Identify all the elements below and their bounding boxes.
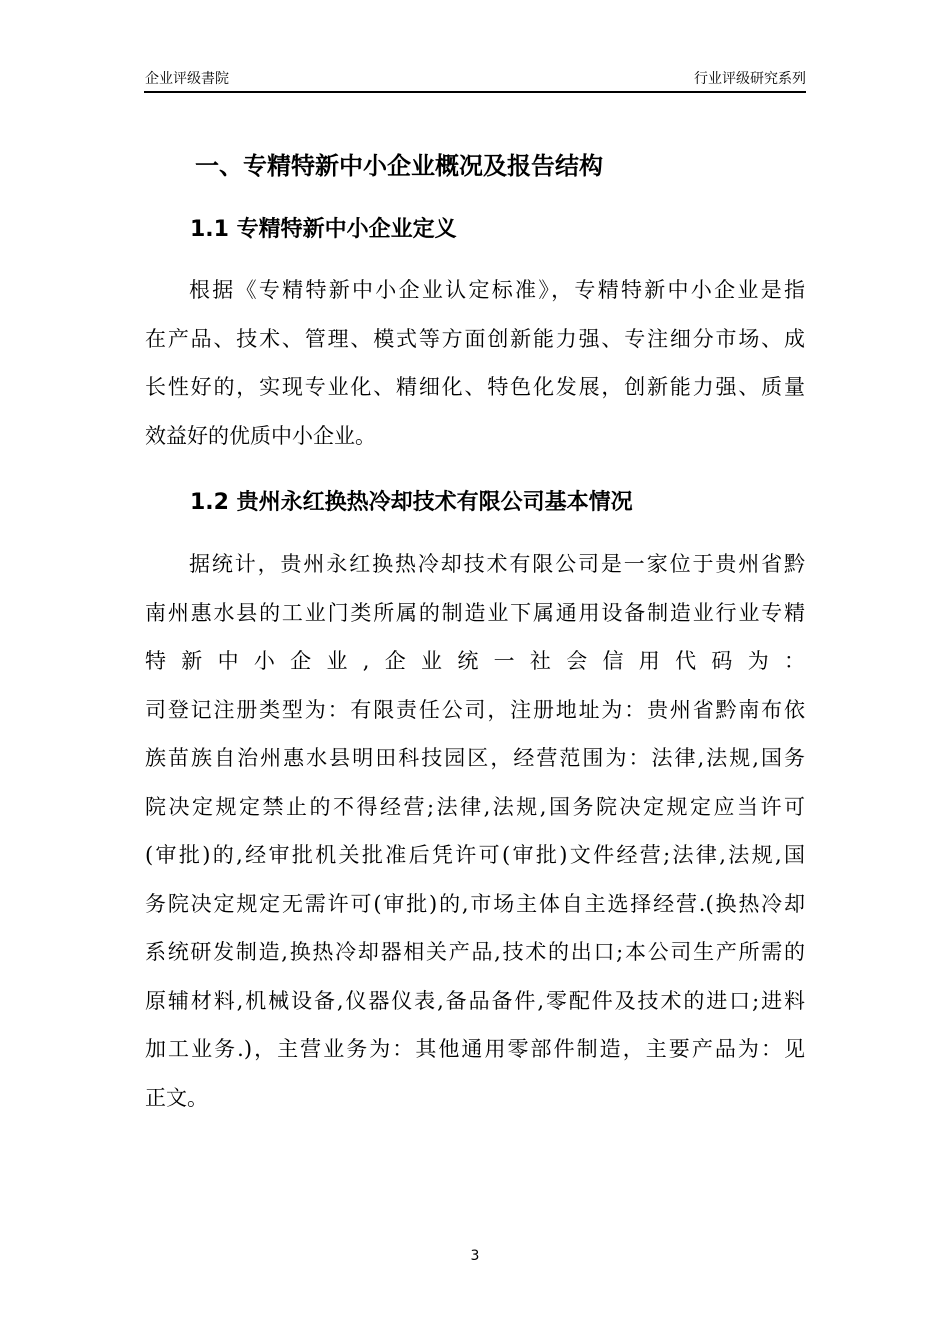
- text-line: 在产品、技术、管理、模式等方面创新能力强、专注细分市场、成: [145, 326, 805, 351]
- text-line: 原辅材料,机械设备,仪器仪表,备品备件,零配件及技术的进口;进料: [145, 988, 805, 1013]
- text-line: 正文。: [145, 1085, 208, 1110]
- text-line: 效益好的优质中小企业。: [145, 423, 376, 448]
- page-number: 3: [470, 1248, 480, 1264]
- paragraph-company-info: [145, 540, 805, 1122]
- text-line: 长性好的，实现专业化、精细化、特色化发展，创新能力强、质量: [145, 375, 805, 399]
- header-left-title: 企业评级書院: [145, 71, 229, 87]
- text-line: 院决定规定禁止的不得经营;法律,法规,国务院决定规定应当许可: [145, 794, 805, 819]
- text-line: 南州惠水县的工业门类所属的制造业下属通用设备制造业行业专精: [145, 600, 805, 625]
- text-line: 根据《专精特新中小企业认定标准》，专精特新中小企业是指: [189, 278, 805, 302]
- header-rule: [144, 91, 806, 93]
- subsection-title-1-2: 1.2 贵州永红换热冷却技术有限公司基本情况: [190, 490, 633, 515]
- subsection-title-1-1: 1.1 专精特新中小企业定义: [190, 217, 457, 242]
- text-line: 务院决定规定无需许可(审批)的,市场主体自主选择经营.(换热冷却: [145, 891, 805, 916]
- text-line: 系统研发制造,换热冷却器相关产品,技术的出口;本公司生产所需的: [145, 940, 805, 964]
- header-right-title: 行业评级研究系列: [694, 71, 806, 87]
- text-line: 据统计，贵州永红换热冷却技术有限公司是一家位于贵州省黔: [189, 552, 805, 576]
- text-line: (审批)的,经审批机关批准后凭许可(审批)文件经营;法律,法规,国: [145, 843, 805, 867]
- paragraph-definition: [145, 266, 805, 460]
- text-line: 族苗族自治州惠水县明田科技园区，经营范围为：法律,法规,国务: [145, 746, 805, 770]
- text-line: 加工业务.)，主营业务为：其他通用零部件制造，主要产品为：见: [145, 1037, 805, 1061]
- text-line: 特新中小企业,企业统一社会信用代码为：: [145, 649, 805, 673]
- section-title: 一、专精特新中小企业概况及报告结构: [195, 152, 603, 180]
- text-line: 司登记注册类型为：有限责任公司，注册地址为：贵州省黔南布依: [145, 697, 805, 722]
